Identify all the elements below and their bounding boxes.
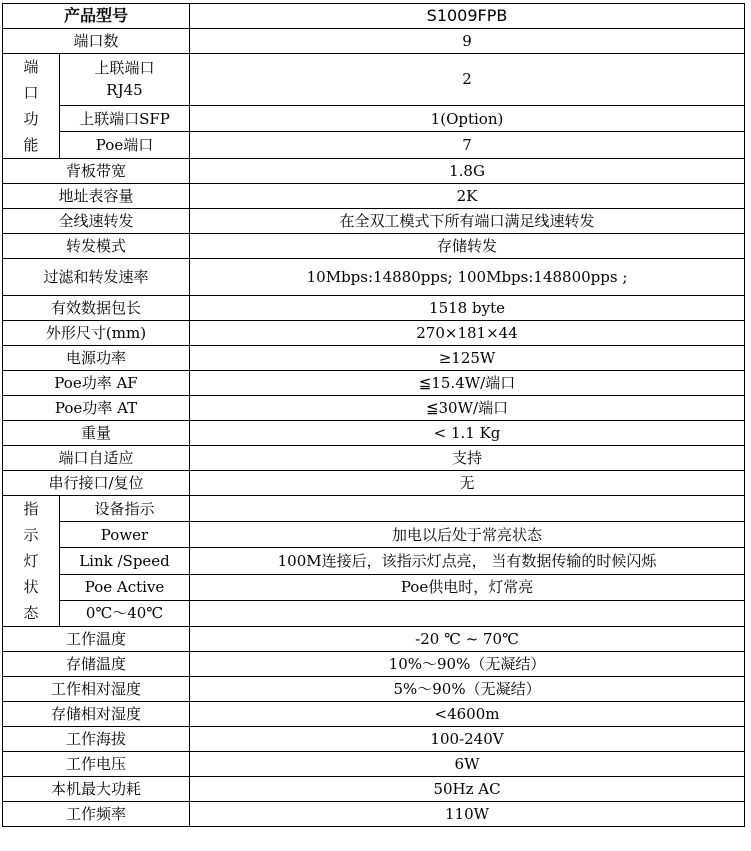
spec-value: 1(Option) (190, 105, 745, 132)
spec-value: 50Hz AC (190, 777, 745, 802)
spec-value: 2 (190, 54, 745, 106)
spec-label: 工作电压 (3, 752, 190, 777)
spec-value: 7 (190, 132, 745, 159)
spec-value: ≦30W/端口 (190, 396, 745, 421)
spec-table (2, 3, 745, 827)
spec-value: 1.8G (190, 159, 745, 184)
spec-value: -20 ℃ ~ 70℃ (190, 627, 745, 652)
spec-value (190, 600, 745, 626)
spec-value: 6W (190, 752, 745, 777)
indicator-group-label (3, 496, 60, 627)
table-row (3, 54, 745, 106)
table-row (3, 522, 745, 548)
spec-value: 270×181×44 (190, 321, 745, 346)
table-row (3, 752, 745, 777)
spec-value: 支持 (190, 446, 745, 471)
table-row (3, 600, 745, 626)
table-row (3, 548, 745, 574)
table-row (3, 209, 745, 234)
table-row (3, 132, 745, 159)
spec-value: <4600m (190, 702, 745, 727)
table-row (3, 652, 745, 677)
table-row (3, 105, 745, 132)
spec-label: 端口自适应 (3, 446, 190, 471)
spec-value: 10%～90%（无凝结） (190, 652, 745, 677)
spec-label: 电源功率 (3, 346, 190, 371)
spec-value: 存储转发 (190, 234, 745, 259)
spec-label: Link /Speed (60, 548, 190, 574)
table-row (3, 702, 745, 727)
table-row (3, 184, 745, 209)
spec-label: 背板带宽 (3, 159, 190, 184)
model-value: S1009FPB (190, 4, 745, 29)
label-text: 上联端口 RJ45 (94, 59, 155, 100)
table-row (3, 321, 745, 346)
spec-label: Power (60, 522, 190, 548)
spec-label: 转发模式 (3, 234, 190, 259)
table-row (3, 446, 745, 471)
table-row (3, 627, 745, 652)
table-row (3, 29, 745, 54)
spec-label: 全线速转发 (3, 209, 190, 234)
table-row (3, 496, 745, 522)
spec-value: 100-240V (190, 727, 745, 752)
table-row (3, 159, 745, 184)
table-row (3, 396, 745, 421)
spec-label: Poe Active (60, 574, 190, 600)
port-function-group-label (3, 54, 60, 159)
spec-value: 10Mbps:14880pps; 100Mbps:148800pps ; (190, 259, 745, 296)
spec-label: 重量 (3, 421, 190, 446)
spec-label: 过滤和转发速率 (3, 259, 190, 296)
table-row (3, 727, 745, 752)
table-row (3, 346, 745, 371)
table-row (3, 259, 745, 296)
spec-label: 端口数 (3, 29, 190, 54)
spec-label: 0℃～40℃ (60, 600, 190, 626)
spec-value: 加电以后处于常亮状态 (190, 522, 745, 548)
spec-value: Poe供电时，灯常亮 (190, 574, 745, 600)
spec-label: 工作海拔 (3, 727, 190, 752)
spec-label: 设备指示 (60, 496, 190, 522)
spec-label: 外形尺寸(mm) (3, 321, 190, 346)
spec-value: ≥125W (190, 346, 745, 371)
spec-label: 工作相对湿度 (3, 677, 190, 702)
spec-label: Poe功率 AT (3, 396, 190, 421)
spec-value: ≦15.4W/端口 (190, 371, 745, 396)
table-row (3, 777, 745, 802)
spec-value: 100M连接后，该指示灯点亮， 当有数据传输的时候闪烁 (190, 548, 745, 574)
table-row (3, 371, 745, 396)
model-label: 产品型号 (3, 4, 190, 29)
spec-label (60, 54, 190, 106)
table-row (3, 296, 745, 321)
spec-label: 存储相对湿度 (3, 702, 190, 727)
spec-label: 上联端口SFP (60, 105, 190, 132)
spec-value: 无 (190, 471, 745, 496)
table-row (3, 471, 745, 496)
spec-value (190, 496, 745, 522)
table-row (3, 574, 745, 600)
table-row (3, 421, 745, 446)
spec-label: 地址表容量 (3, 184, 190, 209)
spec-value: 2K (190, 184, 745, 209)
spec-label: 串行接口/复位 (3, 471, 190, 496)
spec-label: 有效数据包长 (3, 296, 190, 321)
group-label-text: 指 示 灯 状 态 (23, 500, 39, 622)
spec-label: 存储温度 (3, 652, 190, 677)
spec-label: 本机最大功耗 (3, 777, 190, 802)
spec-value: 5%～90%（无凝结） (190, 677, 745, 702)
spec-value: < 1.1 Kg (190, 421, 745, 446)
spec-value: 1518 byte (190, 296, 745, 321)
spec-label: Poe功率 AF (3, 371, 190, 396)
spec-value: 9 (190, 29, 745, 54)
table-row (3, 677, 745, 702)
spec-label: 工作温度 (3, 627, 190, 652)
table-row (3, 802, 745, 827)
spec-label: Poe端口 (60, 132, 190, 159)
table-row (3, 4, 745, 29)
group-label-text: 端 口 功 能 (23, 58, 39, 154)
table-row (3, 234, 745, 259)
spec-label: 工作频率 (3, 802, 190, 827)
spec-value: 110W (190, 802, 745, 827)
spec-value: 在全双工模式下所有端口满足线速转发 (190, 209, 745, 234)
